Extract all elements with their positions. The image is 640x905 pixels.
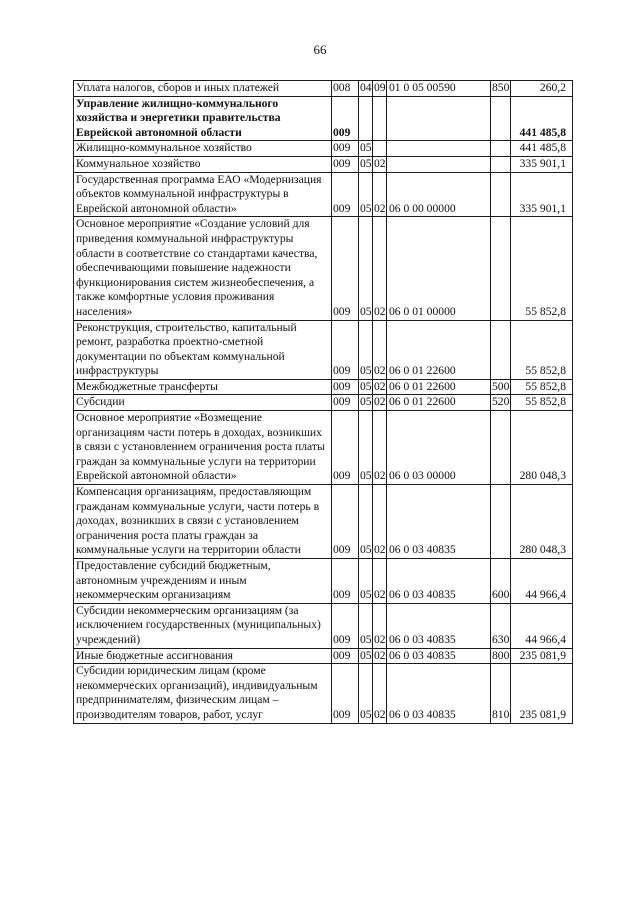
row-subsection-code: 02 [373,411,387,485]
row-name: Жилищно-коммунальное хозяйство [74,141,332,157]
row-name: Компенсация организациям, предоставляющим гражданам коммунальные услуги, части потерь в доходах, возникших в связи с установлением ограничения роста платы граждан за коммунальные услуги на территории области [74,485,332,559]
row-subsection-code: 02 [373,648,387,664]
row-expense-type-code: 500 [491,379,511,395]
table-row [74,156,573,172]
row-expense-type-code [491,320,511,379]
table-row [74,96,573,141]
table-row [74,141,573,157]
row-target-article-code: 06 0 03 40835 [387,559,491,604]
table-row [74,217,573,320]
row-amount: 280 048,3 [511,485,573,559]
row-admin-code: 008 [332,81,359,97]
row-name: Субсидии юридическим лицам (кроме некоммерческих организаций), индивидуальным предпринимателям, физическим лицам – производителям товаров, работ, услуг [74,664,332,723]
row-amount: 335 901,1 [511,156,573,172]
row-name: Уплата налогов, сборов и иных платежей [74,81,332,97]
table-row [74,81,573,97]
row-admin-code: 009 [332,664,359,723]
row-admin-code: 009 [332,156,359,172]
row-name: Предоставление субсидий бюджетным, автономным учреждениям и иным некоммерческим организациям [74,559,332,604]
table-row [74,379,573,395]
page-number: 66 [313,42,327,57]
row-name: Субсидии [74,395,332,411]
row-section-code: 05 [359,485,373,559]
row-section-code: 05 [359,156,373,172]
row-admin-code: 009 [332,559,359,604]
budget-table [73,80,573,724]
row-subsection-code: 02 [373,379,387,395]
row-amount: 441 485,8 [511,96,573,141]
row-expense-type-code [491,96,511,141]
row-expense-type-code [491,172,511,217]
table-row [74,559,573,604]
row-target-article-code: 01 0 05 00590 [387,81,491,97]
row-amount: 235 081,9 [511,664,573,723]
row-subsection-code: 02 [373,217,387,320]
row-section-code: 05 [359,217,373,320]
row-target-article-code: 06 0 03 40835 [387,664,491,723]
row-admin-code: 009 [332,379,359,395]
table-row [74,172,573,217]
row-admin-code: 009 [332,320,359,379]
row-target-article-code: 06 0 03 40835 [387,485,491,559]
table-row [74,664,573,723]
row-name: Управление жилищно-коммунального хозяйства и энергетики правительства Еврейской автономной области [74,96,332,141]
row-target-article-code: 06 0 01 22600 [387,320,491,379]
row-expense-type-code [491,411,511,485]
row-section-code: 05 [359,411,373,485]
row-target-article-code: 06 0 01 22600 [387,379,491,395]
row-section-code: 05 [359,603,373,648]
row-admin-code: 009 [332,648,359,664]
table-row [74,648,573,664]
row-subsection-code: 02 [373,320,387,379]
row-admin-code: 009 [332,141,359,157]
row-subsection-code: 02 [373,603,387,648]
row-section-code [359,96,373,141]
row-admin-code: 009 [332,172,359,217]
row-name: Основное мероприятие «Создание условий для приведения коммунальной инфраструктуры области в соответствие со стандартами качества, обеспечивающими повышение надежности функционирования систем жизнеобеспечения, а также комфортные условия проживания населения» [74,217,332,320]
table-row [74,485,573,559]
row-name: Коммунальное хозяйство [74,156,332,172]
row-name: Государственная программа ЕАО «Модернизация объектов коммунальной инфраструктуры в Еврейской автономной области» [74,172,332,217]
row-admin-code: 009 [332,603,359,648]
row-admin-code: 009 [332,411,359,485]
row-amount: 55 852,8 [511,320,573,379]
row-target-article-code [387,156,491,172]
row-target-article-code: 06 0 03 40835 [387,648,491,664]
row-section-code: 05 [359,664,373,723]
row-subsection-code: 02 [373,559,387,604]
row-amount: 260,2 [511,81,573,97]
row-subsection-code: 02 [373,172,387,217]
row-target-article-code: 06 0 01 00000 [387,217,491,320]
row-amount: 335 901,1 [511,172,573,217]
row-subsection-code [373,96,387,141]
row-target-article-code: 06 0 00 00000 [387,172,491,217]
row-admin-code: 009 [332,395,359,411]
row-subsection-code: 02 [373,395,387,411]
row-section-code: 05 [359,379,373,395]
row-expense-type-code: 600 [491,559,511,604]
row-section-code: 05 [359,395,373,411]
row-amount: 44 966,4 [511,559,573,604]
row-amount: 441 485,8 [511,141,573,157]
table-row [74,603,573,648]
row-expense-type-code: 800 [491,648,511,664]
row-admin-code: 009 [332,217,359,320]
row-name: Субсидии некоммерческим организациям (за исключением государственных (муниципальных) учреждений) [74,603,332,648]
row-amount: 55 852,8 [511,217,573,320]
row-amount: 44 966,4 [511,603,573,648]
row-expense-type-code [491,217,511,320]
row-section-code: 05 [359,141,373,157]
row-expense-type-code [491,156,511,172]
row-expense-type-code: 850 [491,81,511,97]
row-subsection-code: 09 [373,81,387,97]
row-name: Основное мероприятие «Возмещение организациям части потерь в доходах, возникших в связи с установлением ограничения роста платы граждан за коммунальные услуги на территории Еврейской автономной области» [74,411,332,485]
row-name: Межбюджетные трансферты [74,379,332,395]
row-expense-type-code [491,485,511,559]
row-name: Реконструкция, строительство, капитальный ремонт, разработка проектно-сметной документации по объектам коммунальной инфраструктуры [74,320,332,379]
row-subsection-code: 02 [373,156,387,172]
table-row [74,411,573,485]
row-section-code: 05 [359,172,373,217]
row-expense-type-code [491,141,511,157]
row-target-article-code: 06 0 03 40835 [387,603,491,648]
row-target-article-code: 06 0 01 22600 [387,395,491,411]
row-section-code: 05 [359,320,373,379]
row-amount: 55 852,8 [511,395,573,411]
row-subsection-code [373,141,387,157]
row-amount: 280 048,3 [511,411,573,485]
row-amount: 55 852,8 [511,379,573,395]
row-target-article-code [387,96,491,141]
row-target-article-code [387,141,491,157]
row-expense-type-code: 630 [491,603,511,648]
row-amount: 235 081,9 [511,648,573,664]
row-target-article-code: 06 0 03 00000 [387,411,491,485]
row-subsection-code: 02 [373,485,387,559]
row-admin-code: 009 [332,485,359,559]
row-subsection-code: 02 [373,664,387,723]
row-name: Иные бюджетные ассигнования [74,648,332,664]
table-row [74,320,573,379]
row-expense-type-code: 520 [491,395,511,411]
row-section-code: 04 [359,81,373,97]
row-admin-code: 009 [332,96,359,141]
table-row [74,395,573,411]
row-section-code: 05 [359,648,373,664]
row-section-code: 05 [359,559,373,604]
row-expense-type-code: 810 [491,664,511,723]
